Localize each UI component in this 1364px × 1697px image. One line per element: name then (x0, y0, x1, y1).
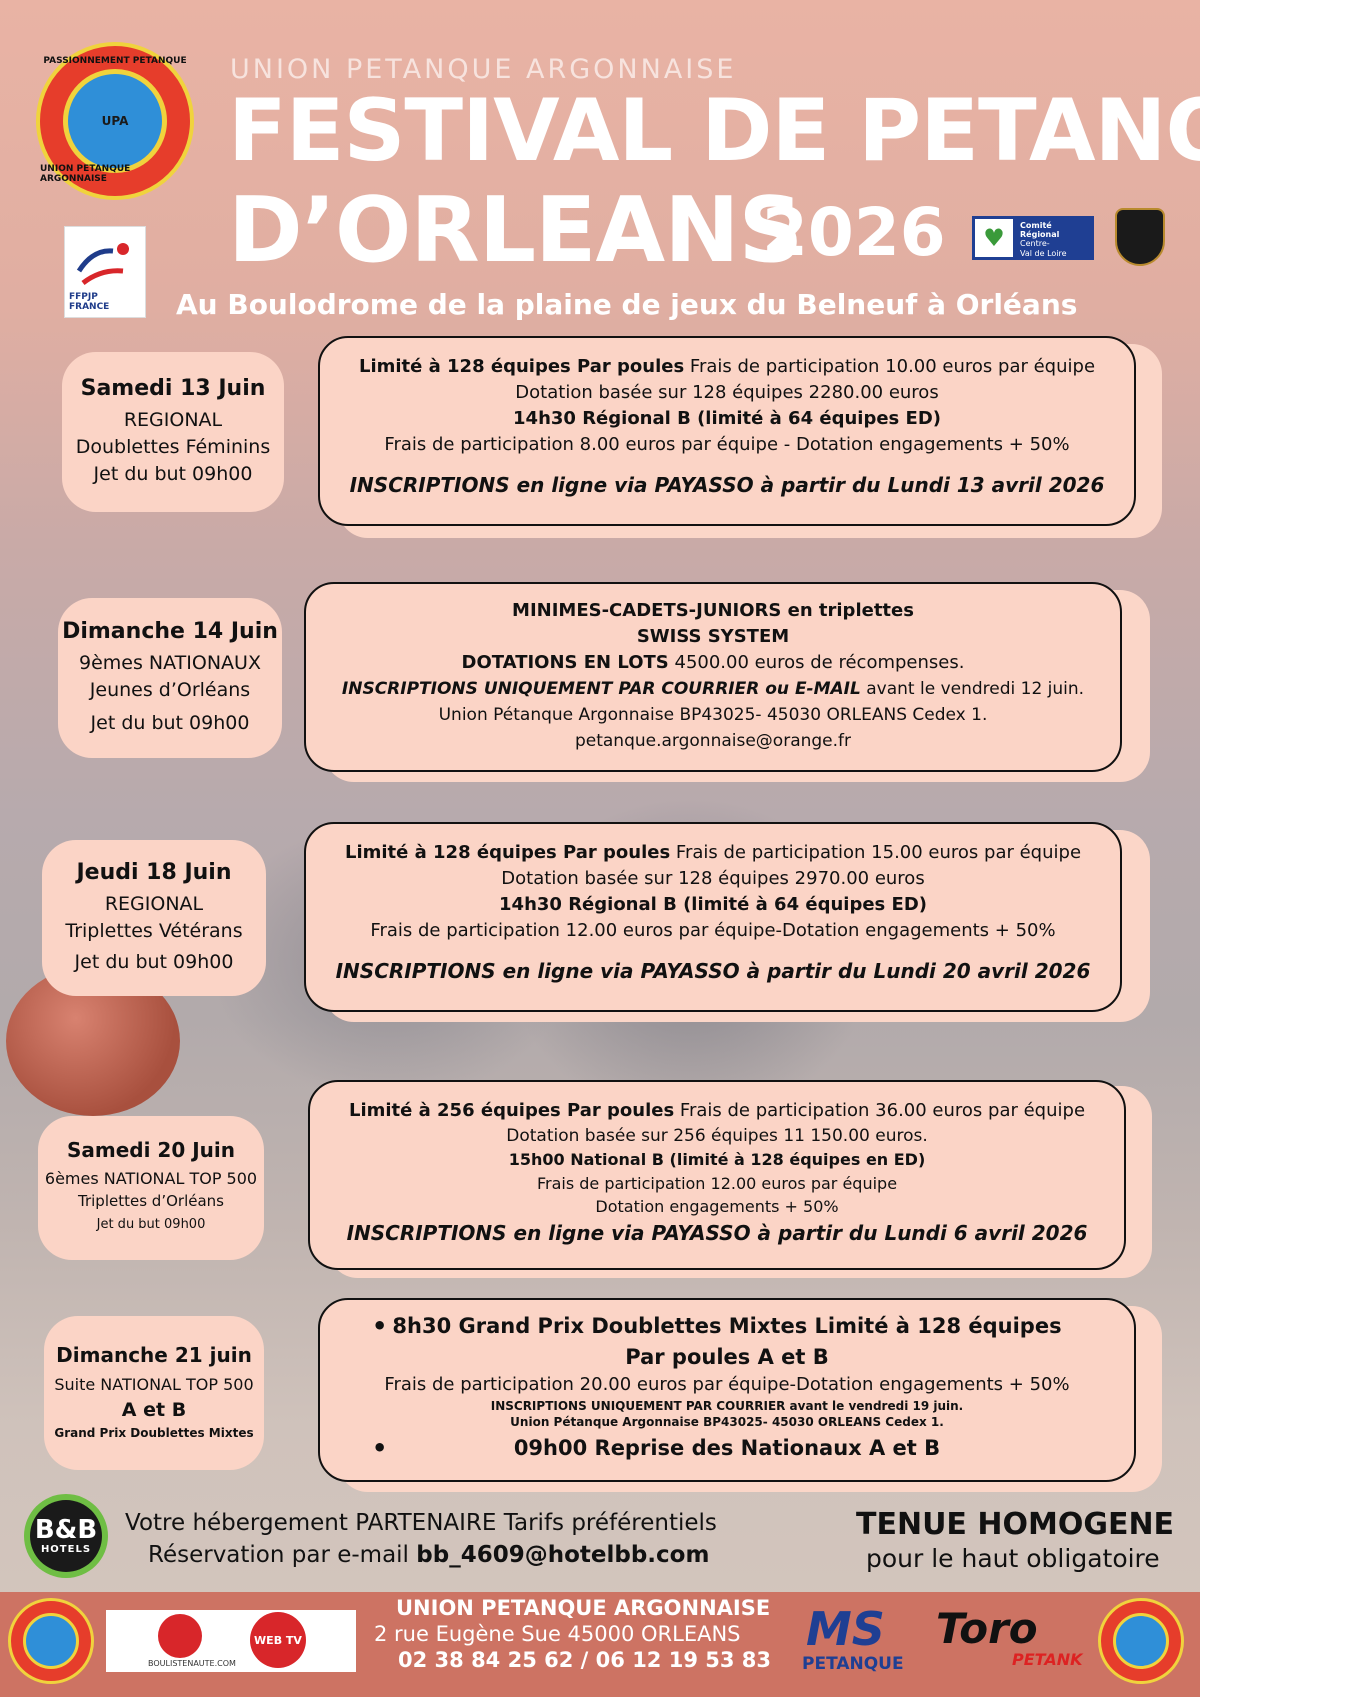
info-line: Par poules A et B (625, 1345, 829, 1369)
event-line: REGIONAL (104, 893, 204, 915)
info-line: Dotation basée sur 256 équipes 11 150.00 euros. (506, 1126, 928, 1146)
info-line: Frais de participation 12.00 euros par équipe-Dotation engagements + 50% (370, 920, 1056, 941)
footer-address: 2 rue Eugène Sue 45000 ORLEANS (374, 1622, 741, 1646)
ffpjp-country: FRANCE (69, 302, 110, 313)
partner-line: Votre hébergement PARTENAIRE Tarifs préférentiels (125, 1510, 717, 1536)
upa-logo-ring-bottom: UNION PETANQUE ARGONNAISE (40, 164, 131, 184)
event-date: Samedi 13 Juin (80, 376, 266, 401)
info-rest: Frais de participation 15.00 euros par équipe (670, 842, 1082, 863)
info-line: MINIMES-CADETS-JUNIORS en triplettes (512, 600, 914, 621)
date-bubble-1 (62, 352, 284, 512)
registration-line: INSCRIPTIONS en ligne via PAYASSO à partir du Lundi 6 avril 2026 (346, 1221, 1088, 1245)
info-bold: DOTATIONS EN LOTS (461, 652, 669, 673)
info-line: Union Pétanque Argonnaise BP43025- 45030 ORLEANS Cedex 1. (510, 1415, 944, 1429)
ffpjp-label: FFPJP (69, 292, 98, 303)
upa-logo-footer-inner (1113, 1613, 1169, 1669)
festival-year: 2026 (762, 194, 946, 271)
date-bubble-3 (42, 840, 266, 996)
info-rest: avant le vendredi 12 juin. (860, 679, 1085, 699)
info-line: Frais de participation 12.00 euros par équipe (536, 1174, 898, 1193)
footer-phones: 02 38 84 25 62 / 06 12 19 53 83 (398, 1648, 772, 1672)
bb-logo-main: B&B (34, 1515, 98, 1545)
event-line: Grand Prix Doublettes Mixtes (54, 1426, 254, 1440)
info-line: Dotation engagements + 50% (595, 1197, 839, 1216)
footer-organizer: UNION PETANQUE ARGONNAISE (396, 1596, 771, 1620)
bb-hotels-logo-inner (30, 1500, 102, 1572)
info-box-4 (308, 1080, 1126, 1270)
info-line: SWISS SYSTEM (636, 626, 790, 647)
info-bold: Limité à 128 équipes Par poules (344, 842, 671, 863)
info-line: 15h00 National B (limité à 128 équipes en ED) (508, 1150, 926, 1169)
event-line: Jet du but 09h00 (74, 951, 234, 973)
bullet-item: • 8h30 Grand Prix Doublettes Mixtes Limité à 128 équipes (320, 1310, 1134, 1342)
bb-hotels-logo (24, 1494, 108, 1578)
heart-icon: ♥ (975, 219, 1013, 257)
date-bubble-2 (58, 598, 282, 758)
info-line: INSCRIPTIONS UNIQUEMENT PAR COURRIER avant le vendredi 19 juin. (490, 1399, 964, 1413)
info-line (306, 840, 1120, 866)
comite-logo-text (1020, 221, 1067, 258)
comite-regional-logo (972, 216, 1094, 260)
event-line: 9èmes NATIONAUX (79, 652, 261, 674)
toro-petank-logo: Toro (936, 1604, 1038, 1653)
event-line: Jet du but 09h00 (90, 712, 250, 734)
event-line: Triplettes Vétérans (65, 920, 243, 942)
info-bold: Limité à 128 équipes Par poules (358, 356, 685, 377)
registration-line: INSCRIPTIONS en ligne via PAYASSO à partir du Lundi 13 avril 2026 (349, 473, 1105, 497)
date-bubble-4 (38, 1116, 264, 1260)
event-line: Jeunes d’Orléans (89, 679, 251, 701)
date-bubble-5 (44, 1316, 264, 1470)
info-line: Dotation basée sur 128 équipes 2280.00 euros (515, 382, 939, 403)
event-line: Jet du but 09h00 (96, 1217, 206, 1232)
ms-petanque-sub: PETANQUE (802, 1654, 904, 1674)
webtv-logo (250, 1612, 306, 1668)
ffpjp-logo-text (69, 293, 109, 313)
info-line: 14h30 Régional B (limité à 64 équipes ED) (513, 408, 941, 429)
toro-petank-sub: PETANK (1012, 1650, 1083, 1669)
info-line: Dotation basée sur 128 équipes 2970.00 euros (501, 868, 925, 889)
comite-line2: Régional (1020, 230, 1060, 240)
comite-line4: Val de Loire (1020, 248, 1067, 258)
event-line: REGIONAL (123, 409, 223, 431)
info-box-1 (318, 336, 1136, 526)
upa-logo-center (63, 69, 167, 173)
info-line: Frais de participation 8.00 euros par équipe - Dotation engagements + 50% (384, 434, 1070, 455)
event-line: Jet du but 09h00 (93, 463, 253, 485)
webtv-label: WEB TV (254, 1633, 302, 1647)
comite-line1: Comité (1020, 221, 1052, 230)
event-line: Suite NATIONAL TOP 500 (54, 1375, 254, 1394)
event-line: A et B (121, 1399, 187, 1421)
rooster-icon (73, 241, 137, 285)
info-box-2 (304, 582, 1122, 772)
info-line: Frais de participation 20.00 euros par équipe-Dotation engagements + 50% (384, 1374, 1070, 1395)
festival-title: FESTIVAL DE PETANQUE (228, 81, 1364, 181)
upa-logo-footer-right (1098, 1598, 1184, 1684)
event-line: Triplettes d’Orléans (78, 1192, 224, 1210)
dress-code-subtitle: pour le haut obligatoire (866, 1544, 1160, 1573)
registration-line: INSCRIPTIONS en ligne via PAYASSO à partir du Lundi 20 avril 2026 (335, 959, 1091, 983)
info-bold: INSCRIPTIONS UNIQUEMENT PAR COURRIER ou E-MAIL (341, 679, 861, 699)
partner-reservation (148, 1542, 709, 1568)
info-line (310, 1098, 1124, 1124)
ffpjp-logo (64, 226, 146, 318)
info-rest: Frais de participation 10.00 euros par équipe (684, 356, 1096, 377)
event-line: Doublettes Féminins (75, 436, 271, 458)
dress-code-title: TENUE HOMOGENE (856, 1507, 1175, 1542)
info-rest: 4500.00 euros de récompenses. (668, 652, 965, 673)
boulistenaute-logo (158, 1614, 202, 1658)
sponsor-panel (106, 1610, 356, 1672)
info-bold: Limité à 256 équipes Par poules (348, 1100, 675, 1121)
upa-logo-ring-top: PASSIONNEMENT PETANQUE (43, 56, 187, 66)
info-line (306, 650, 1120, 676)
event-date: Samedi 20 Juin (66, 1138, 235, 1162)
upa-logo-footer-left (8, 1598, 94, 1684)
info-rest: Frais de participation 36.00 euros par équipe (674, 1100, 1086, 1121)
info-line (320, 354, 1134, 380)
bullet-item: • 09h00 Reprise des Nationaux A et B (320, 1430, 1134, 1466)
reservation-email[interactable]: bb_4609@hotelbb.com (416, 1542, 710, 1568)
sponsor1-caption: BOULISTENAUTE.COM (148, 1659, 236, 1668)
upa-logo-footer-inner (23, 1613, 79, 1669)
info-box-3 (304, 822, 1122, 1012)
event-date: Dimanche 14 Juin (62, 619, 278, 644)
upa-logo-text: UPA (101, 114, 129, 128)
event-date: Jeudi 18 Juin (76, 860, 232, 885)
event-date: Dimanche 21 juin (56, 1343, 252, 1367)
festival-city: D’ORLEANS (228, 178, 803, 283)
reservation-prefix: Réservation par e-mail (148, 1542, 417, 1568)
contact-email: petanque.argonnaise@orange.fr (574, 731, 852, 751)
upa-logo (36, 42, 194, 200)
venue-subtitle: Au Boulodrome de la plaine de jeux du Belneuf à Orléans (176, 288, 1078, 321)
info-line (306, 676, 1120, 702)
info-line: Union Pétanque Argonnaise BP43025- 45030 ORLEANS Cedex 1. (438, 705, 988, 725)
shield-icon (1115, 208, 1165, 266)
comite-line3: Centre- (1020, 239, 1050, 249)
organizer-heading: UNION PETANQUE ARGONNAISE (230, 54, 737, 85)
ms-petanque-logo: MS (806, 1602, 885, 1656)
info-line: 14h30 Régional B (limité à 64 équipes ED) (499, 894, 927, 915)
info-box-5 (318, 1298, 1136, 1482)
bb-logo-sub: HOTELS (40, 1544, 92, 1555)
event-line: 6èmes NATIONAL TOP 500 (44, 1169, 258, 1188)
